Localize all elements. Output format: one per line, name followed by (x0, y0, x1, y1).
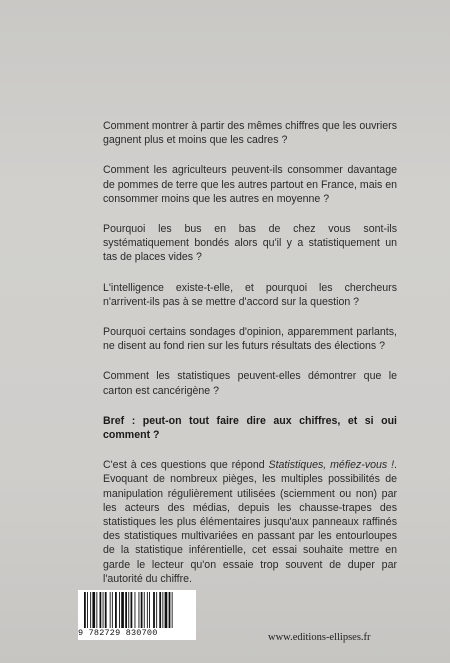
barcode-bar (112, 592, 113, 628)
bref-heading: Bref : peut-on tout faire dire aux chiffres, et si oui comment ? (103, 414, 397, 442)
barcode-bar (153, 592, 155, 628)
summary-paragraph (103, 458, 397, 586)
barcode-bar (110, 592, 111, 628)
barcode-bar (115, 592, 117, 628)
barcode-bar (141, 592, 143, 628)
barcode-bar (147, 592, 148, 628)
barcode-bar (159, 592, 161, 628)
barcode-bar (139, 592, 140, 628)
barcode-bar (149, 592, 150, 628)
barcode-bar (87, 592, 88, 628)
barcode-bar (165, 592, 168, 628)
blurb-text (103, 119, 397, 586)
barcode-bar (156, 592, 157, 628)
question-paragraph: Comment les agriculteurs peuvent-ils consommer davantage de pommes de terre que les autres partout en France, mais en consommer moins que les autres en moyenne ? (103, 164, 397, 205)
barcode-number: 9 782729 830700 (78, 628, 158, 638)
barcode-bar (90, 592, 91, 628)
question-paragraph: Pourquoi certains sondages d'opinion, apparemment parlants, ne disent au fond rien sur les futurs résultats des élections ? (103, 326, 397, 353)
barcode-bar (119, 592, 120, 628)
question-paragraph: Comment montrer à partir des mêmes chiffres que les ouvriers gagnent plus et moins que les cadres ? (103, 120, 397, 147)
barcode-bar (172, 592, 173, 628)
barcode-bar (121, 592, 124, 628)
question-paragraph: Comment les statistiques peuvent-elles démontrer que le carton est cancérigène ? (103, 370, 397, 397)
barcode-bar (135, 592, 136, 628)
question-paragraph: Pourquoi les bus en bas de chez vous sont-ils systématiquement bondés alors qu'il y a statistiquement un tas de places vides ? (103, 223, 397, 264)
summary-intro: C'est à ces questions que répond (103, 459, 269, 472)
barcode-bar (128, 592, 129, 628)
barcode-bar (84, 592, 86, 628)
isbn-barcode (78, 590, 196, 640)
summary-body: . Evoquant de nombreux pièges, les multiples possibilités de manipulation régulièrement utilisées (sciemment ou non) par les acteurs des médias, depuis les chausse-trapes des statistiques les plus élémentaires jusqu'aux panneaux raffinés des statistiques multivariées en passant par les entourloupes de la statistique inférentielle, cet essai souhaite mettre en garde le lecteur qu'on essaie trop souvent de duper par l'autorité du chiffre. (103, 459, 397, 585)
barcode-bar (96, 592, 97, 628)
barcode-bar (169, 592, 171, 628)
barcode-bar (162, 592, 163, 628)
barcode-bar (131, 592, 133, 628)
question-paragraph: L'intelligence existe-t-elle, et pourquoi les chercheurs n'arrivent-ils pas à se mettre d'accord sur la question ? (103, 281, 397, 308)
publisher-website: www.editions-ellipses.fr (268, 632, 371, 643)
barcode-bar (92, 592, 95, 628)
barcode-bar (105, 592, 107, 628)
barcode-bars (82, 592, 192, 628)
barcode-bar (125, 592, 127, 628)
barcode-bar (100, 592, 102, 628)
barcode-bar (144, 592, 145, 628)
book-title: Statistiques, méfiez-vous ! (268, 459, 395, 472)
barcode-bar (103, 592, 104, 628)
